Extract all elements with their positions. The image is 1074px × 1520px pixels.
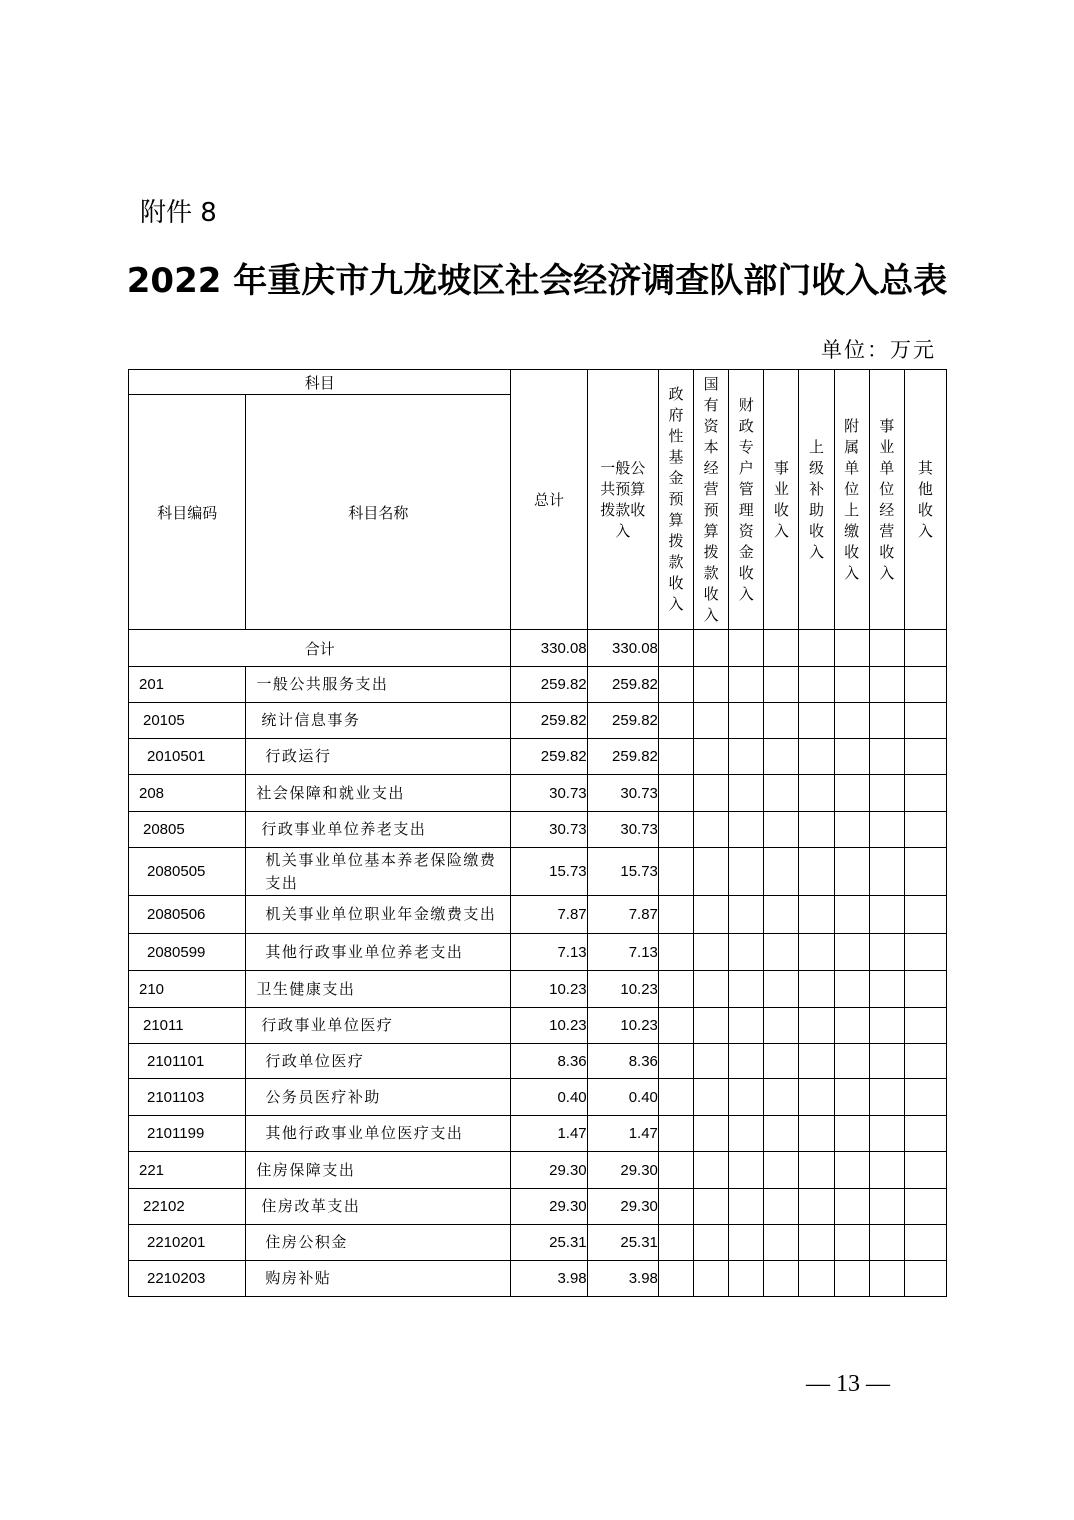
header-superior-subsidy — [799, 370, 834, 630]
empty-cell — [694, 667, 729, 703]
general-budget-value: 30.73 — [587, 812, 658, 848]
total-total: 330.08 — [511, 630, 587, 667]
empty-cell — [869, 1225, 904, 1261]
empty-cell — [799, 1225, 834, 1261]
subject-code: 21011 — [129, 1008, 246, 1044]
table-row — [129, 934, 947, 971]
empty-cell — [799, 1261, 834, 1297]
empty-cell — [658, 667, 693, 703]
empty-cell — [658, 848, 693, 896]
general-budget-value: 29.30 — [587, 1189, 658, 1225]
empty-cell — [904, 934, 946, 971]
empty-cell — [729, 896, 764, 934]
empty-cell — [658, 1189, 693, 1225]
header-fiscal-special-text: 财政专户管理资金收入 — [738, 395, 754, 603]
empty-cell — [834, 1189, 869, 1225]
empty-cell — [834, 739, 869, 775]
empty-cell — [904, 1008, 946, 1044]
empty-cell — [904, 775, 946, 812]
empty-cell — [729, 1116, 764, 1152]
empty-cell — [658, 630, 693, 667]
empty-cell — [799, 1044, 834, 1079]
header-state-capital — [694, 370, 729, 630]
table-row — [129, 667, 947, 703]
header-general-budget-text: 一般公共预算拨款收入 — [600, 458, 646, 540]
total-value: 7.13 — [511, 934, 587, 971]
empty-cell — [658, 1116, 693, 1152]
total-row — [129, 630, 947, 667]
general-budget-value: 8.36 — [587, 1044, 658, 1079]
empty-cell — [764, 934, 799, 971]
table-row — [129, 1044, 947, 1079]
total-value: 29.30 — [511, 1189, 587, 1225]
empty-cell — [834, 1079, 869, 1116]
subject-name: 卫生健康支出 — [246, 971, 511, 1008]
empty-cell — [869, 1261, 904, 1297]
total-value: 15.73 — [511, 848, 587, 896]
total-value: 10.23 — [511, 971, 587, 1008]
empty-cell — [834, 1044, 869, 1079]
general-budget-value: 259.82 — [587, 703, 658, 739]
empty-cell — [694, 739, 729, 775]
empty-cell — [729, 1152, 764, 1189]
empty-cell — [904, 812, 946, 848]
table-row — [129, 1008, 947, 1044]
empty-cell — [729, 667, 764, 703]
empty-cell — [799, 812, 834, 848]
empty-cell — [834, 775, 869, 812]
subject-name: 机关事业单位基本养老保险缴费支出 — [246, 848, 511, 896]
total-value: 8.36 — [511, 1044, 587, 1079]
empty-cell — [869, 812, 904, 848]
empty-cell — [694, 630, 729, 667]
general-budget-value: 1.47 — [587, 1116, 658, 1152]
table-row — [129, 971, 947, 1008]
income-table — [128, 369, 947, 1297]
empty-cell — [834, 848, 869, 896]
header-gov-fund — [658, 370, 693, 630]
total-value: 29.30 — [511, 1152, 587, 1189]
empty-cell — [834, 1225, 869, 1261]
general-budget-value: 10.23 — [587, 1008, 658, 1044]
empty-cell — [694, 848, 729, 896]
total-value: 10.23 — [511, 1008, 587, 1044]
general-budget-value: 29.30 — [587, 1152, 658, 1189]
empty-cell — [694, 896, 729, 934]
empty-cell — [658, 1079, 693, 1116]
empty-cell — [764, 667, 799, 703]
empty-cell — [799, 896, 834, 934]
empty-cell — [764, 1008, 799, 1044]
empty-cell — [694, 703, 729, 739]
empty-cell — [834, 630, 869, 667]
subject-code: 22102 — [129, 1189, 246, 1225]
empty-cell — [799, 1116, 834, 1152]
total-value: 1.47 — [511, 1116, 587, 1152]
empty-cell — [869, 1116, 904, 1152]
subject-code: 20105 — [129, 703, 246, 739]
empty-cell — [729, 739, 764, 775]
general-budget-value: 7.87 — [587, 896, 658, 934]
subject-name: 住房改革支出 — [246, 1189, 511, 1225]
header-affiliated-text: 附属单位上缴收入 — [844, 416, 860, 582]
empty-cell — [834, 971, 869, 1008]
header-other-text: 其他收入 — [917, 458, 933, 540]
subject-name: 一般公共服务支出 — [246, 667, 511, 703]
empty-cell — [904, 1189, 946, 1225]
subject-code: 221 — [129, 1152, 246, 1189]
total-value: 0.40 — [511, 1079, 587, 1116]
table-row — [129, 1152, 947, 1189]
empty-cell — [904, 1225, 946, 1261]
header-state-capital-text: 国有资本经营预算拨款收入 — [703, 374, 719, 624]
empty-cell — [834, 812, 869, 848]
empty-cell — [904, 1044, 946, 1079]
subject-code: 208 — [129, 775, 246, 812]
empty-cell — [799, 703, 834, 739]
empty-cell — [869, 1079, 904, 1116]
table-row — [129, 703, 947, 739]
empty-cell — [658, 739, 693, 775]
empty-cell — [764, 1152, 799, 1189]
header-code: 科目编码 — [129, 395, 246, 630]
empty-cell — [694, 1079, 729, 1116]
table-row — [129, 896, 947, 934]
empty-cell — [799, 848, 834, 896]
empty-cell — [658, 896, 693, 934]
empty-cell — [904, 971, 946, 1008]
empty-cell — [694, 1008, 729, 1044]
empty-cell — [729, 1008, 764, 1044]
empty-cell — [694, 934, 729, 971]
empty-cell — [658, 812, 693, 848]
subject-code: 2010501 — [129, 739, 246, 775]
empty-cell — [869, 1152, 904, 1189]
table-row — [129, 1116, 947, 1152]
empty-cell — [694, 812, 729, 848]
empty-cell — [729, 934, 764, 971]
empty-cell — [834, 934, 869, 971]
subject-name: 行政事业单位养老支出 — [246, 812, 511, 848]
subject-name: 其他行政事业单位医疗支出 — [246, 1116, 511, 1152]
page-title: 2022 年重庆市九龙坡区社会经济调查队部门收入总表 — [126, 261, 948, 301]
empty-cell — [869, 739, 904, 775]
empty-cell — [799, 630, 834, 667]
empty-cell — [729, 971, 764, 1008]
empty-cell — [834, 703, 869, 739]
general-budget-value: 10.23 — [587, 971, 658, 1008]
empty-cell — [904, 667, 946, 703]
empty-cell — [869, 1044, 904, 1079]
empty-cell — [799, 1189, 834, 1225]
empty-cell — [694, 1225, 729, 1261]
empty-cell — [764, 1189, 799, 1225]
empty-cell — [869, 848, 904, 896]
empty-cell — [764, 971, 799, 1008]
empty-cell — [729, 1044, 764, 1079]
empty-cell — [904, 739, 946, 775]
empty-cell — [764, 630, 799, 667]
empty-cell — [834, 1261, 869, 1297]
total-label: 合计 — [129, 630, 511, 667]
empty-cell — [799, 1008, 834, 1044]
table-row — [129, 1079, 947, 1116]
subject-code: 2080506 — [129, 896, 246, 934]
subject-name: 住房保障支出 — [246, 1152, 511, 1189]
table-row — [129, 1261, 947, 1297]
empty-cell — [799, 1079, 834, 1116]
empty-cell — [799, 1152, 834, 1189]
empty-cell — [904, 1261, 946, 1297]
empty-cell — [904, 630, 946, 667]
general-budget-value: 7.13 — [587, 934, 658, 971]
empty-cell — [834, 896, 869, 934]
empty-cell — [658, 1008, 693, 1044]
empty-cell — [869, 667, 904, 703]
empty-cell — [869, 1189, 904, 1225]
header-operating-text: 事业单位经营收入 — [879, 416, 895, 582]
empty-cell — [834, 1116, 869, 1152]
total-value: 30.73 — [511, 775, 587, 812]
empty-cell — [904, 848, 946, 896]
empty-cell — [658, 703, 693, 739]
empty-cell — [764, 775, 799, 812]
subject-code: 2080505 — [129, 848, 246, 896]
table-row — [129, 775, 947, 812]
general-budget-value: 15.73 — [587, 848, 658, 896]
empty-cell — [658, 1261, 693, 1297]
empty-cell — [764, 896, 799, 934]
header-gov-fund-text: 政府性基金预算拨款收入 — [668, 385, 684, 613]
subject-name: 住房公积金 — [246, 1225, 511, 1261]
general-budget-value: 259.82 — [587, 667, 658, 703]
empty-cell — [869, 703, 904, 739]
subject-name: 行政事业单位医疗 — [246, 1008, 511, 1044]
empty-cell — [834, 1008, 869, 1044]
general-budget-value: 259.82 — [587, 739, 658, 775]
header-subject: 科目 — [129, 370, 511, 395]
empty-cell — [869, 1008, 904, 1044]
empty-cell — [694, 1189, 729, 1225]
table-row — [129, 1189, 947, 1225]
empty-cell — [904, 703, 946, 739]
header-general-budget — [587, 370, 658, 630]
general-budget-value: 30.73 — [587, 775, 658, 812]
empty-cell — [658, 1044, 693, 1079]
empty-cell — [764, 1044, 799, 1079]
empty-cell — [869, 971, 904, 1008]
empty-cell — [658, 934, 693, 971]
subject-name: 行政运行 — [246, 739, 511, 775]
subject-code: 210 — [129, 971, 246, 1008]
empty-cell — [764, 1079, 799, 1116]
attachment-label: 附件 8 — [140, 198, 217, 228]
empty-cell — [658, 971, 693, 1008]
empty-cell — [729, 1079, 764, 1116]
empty-cell — [799, 775, 834, 812]
total-value: 25.31 — [511, 1225, 587, 1261]
subject-code: 20805 — [129, 812, 246, 848]
empty-cell — [694, 1044, 729, 1079]
empty-cell — [729, 1189, 764, 1225]
subject-code: 2101103 — [129, 1079, 246, 1116]
subject-name: 社会保障和就业支出 — [246, 775, 511, 812]
empty-cell — [834, 1152, 869, 1189]
subject-code: 2210203 — [129, 1261, 246, 1297]
table-row — [129, 848, 947, 896]
empty-cell — [764, 1261, 799, 1297]
empty-cell — [694, 1261, 729, 1297]
empty-cell — [694, 971, 729, 1008]
subject-code: 201 — [129, 667, 246, 703]
total-value: 3.98 — [511, 1261, 587, 1297]
header-business-text: 事业收入 — [773, 458, 789, 540]
total-value: 259.82 — [511, 703, 587, 739]
subject-code: 2210201 — [129, 1225, 246, 1261]
empty-cell — [869, 775, 904, 812]
empty-cell — [869, 630, 904, 667]
header-fiscal-special — [729, 370, 764, 630]
empty-cell — [694, 775, 729, 812]
empty-cell — [764, 1116, 799, 1152]
subject-name: 机关事业单位职业年金缴费支出 — [246, 896, 511, 934]
subject-name: 购房补贴 — [246, 1261, 511, 1297]
empty-cell — [764, 812, 799, 848]
empty-cell — [904, 896, 946, 934]
subject-name: 行政单位医疗 — [246, 1044, 511, 1079]
empty-cell — [694, 1152, 729, 1189]
empty-cell — [869, 896, 904, 934]
empty-cell — [869, 934, 904, 971]
subject-name: 其他行政事业单位养老支出 — [246, 934, 511, 971]
empty-cell — [729, 703, 764, 739]
empty-cell — [904, 1079, 946, 1116]
empty-cell — [904, 1116, 946, 1152]
header-total: 总计 — [511, 370, 587, 630]
header-other — [904, 370, 946, 630]
empty-cell — [764, 848, 799, 896]
general-budget-value: 0.40 — [587, 1079, 658, 1116]
subject-code: 2101199 — [129, 1116, 246, 1152]
empty-cell — [764, 1225, 799, 1261]
empty-cell — [799, 739, 834, 775]
empty-cell — [764, 703, 799, 739]
header-business — [764, 370, 799, 630]
general-budget-value: 3.98 — [587, 1261, 658, 1297]
empty-cell — [729, 1261, 764, 1297]
empty-cell — [729, 812, 764, 848]
table-row — [129, 739, 947, 775]
header-affiliated — [834, 370, 869, 630]
empty-cell — [658, 1152, 693, 1189]
total-value: 30.73 — [511, 812, 587, 848]
empty-cell — [799, 971, 834, 1008]
empty-cell — [694, 1116, 729, 1152]
header-superior-subsidy-text: 上级补助收入 — [808, 437, 824, 561]
empty-cell — [764, 739, 799, 775]
subject-code: 2101101 — [129, 1044, 246, 1079]
table-row — [129, 812, 947, 848]
total-value: 7.87 — [511, 896, 587, 934]
empty-cell — [658, 1225, 693, 1261]
empty-cell — [799, 934, 834, 971]
empty-cell — [729, 1225, 764, 1261]
empty-cell — [729, 775, 764, 812]
total-value: 259.82 — [511, 739, 587, 775]
subject-name: 统计信息事务 — [246, 703, 511, 739]
empty-cell — [658, 775, 693, 812]
unit-label: 单位：万元 — [821, 338, 936, 362]
page-number: — 13 — — [806, 1371, 890, 1397]
empty-cell — [729, 848, 764, 896]
subject-code: 2080599 — [129, 934, 246, 971]
subject-name: 公务员医疗补助 — [246, 1079, 511, 1116]
header-name: 科目名称 — [246, 395, 511, 630]
total-value: 259.82 — [511, 667, 587, 703]
general-budget-value: 25.31 — [587, 1225, 658, 1261]
header-operating — [869, 370, 904, 630]
empty-cell — [904, 1152, 946, 1189]
empty-cell — [729, 630, 764, 667]
table-row — [129, 1225, 947, 1261]
empty-cell — [799, 667, 834, 703]
empty-cell — [834, 667, 869, 703]
total-general: 330.08 — [587, 630, 658, 667]
